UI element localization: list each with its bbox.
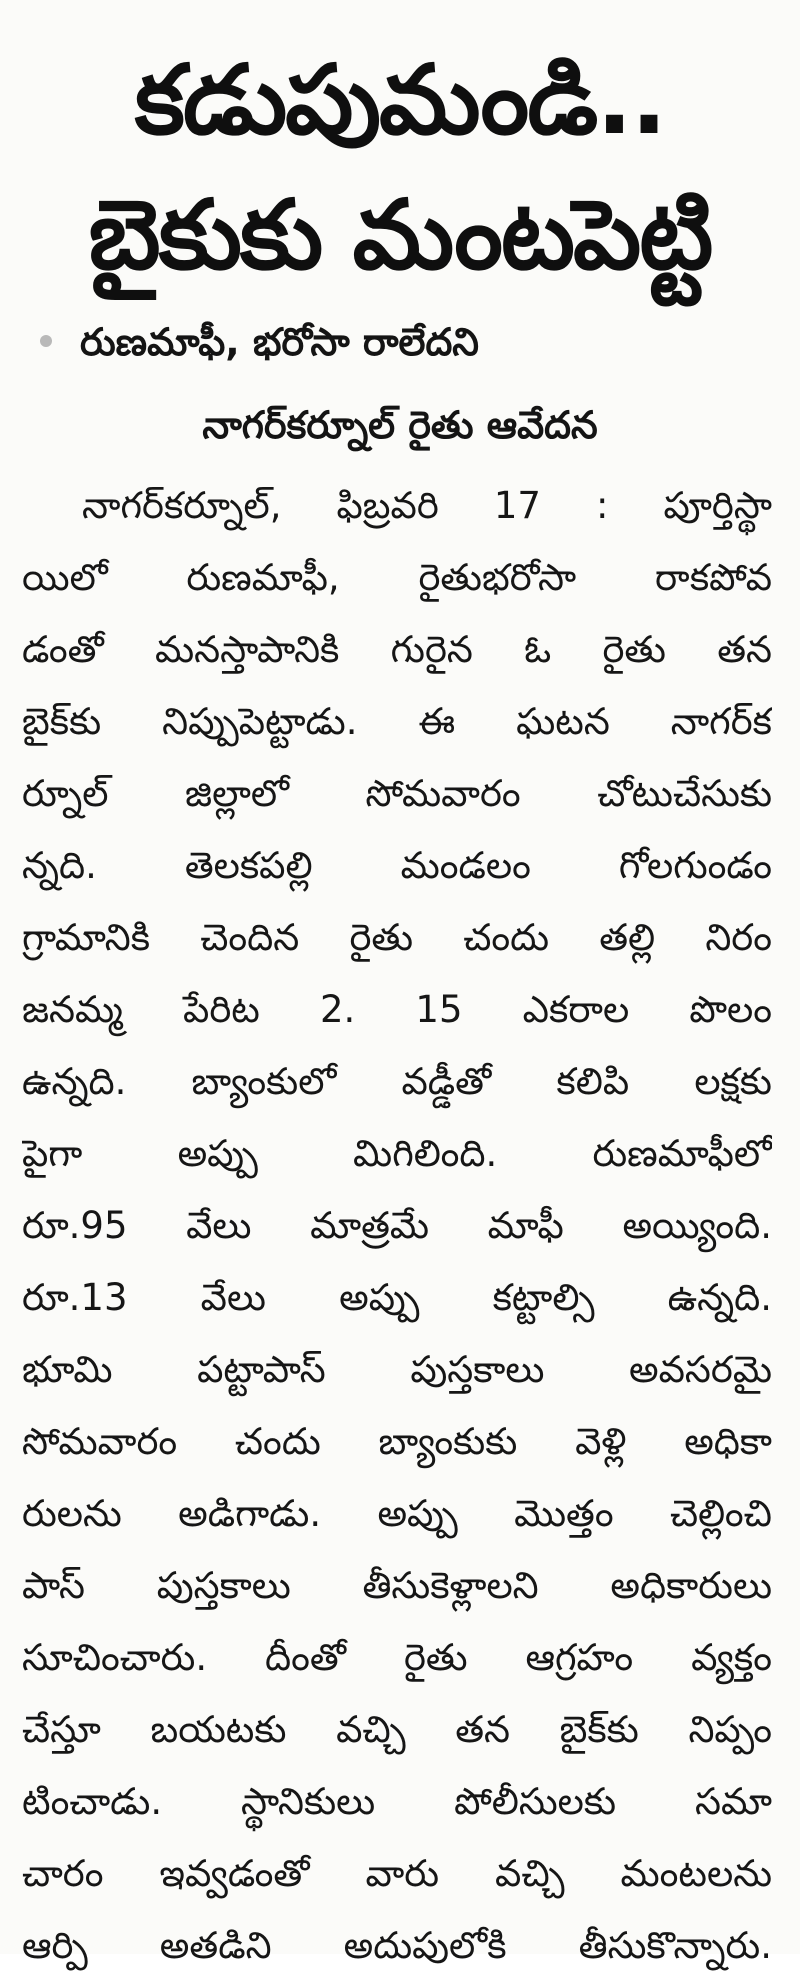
bullet-icon bbox=[40, 335, 52, 347]
body-line: పైగా అప్పు మిగిలింది. రుణమాఫీలో bbox=[22, 1132, 772, 1175]
body-line: రూ.95 వేలు మాత్రమే మాఫీ అయ్యింది. bbox=[22, 1204, 772, 1247]
body-line: చారం ఇవ్వడంతో వారు వచ్చి మంటలను bbox=[22, 1852, 772, 1895]
body-line: ఉన్నది. బ్యాంకులో వడ్డీతో కలిపి లక్షకు bbox=[22, 1060, 772, 1103]
headline-line-1: కడుపుమండి.. bbox=[134, 44, 666, 156]
body-line: టించాడు. స్థానికులు పోలీసులకు సమా bbox=[22, 1780, 772, 1823]
body-line: పాస్ పుస్తకాలు తీసుకెళ్లాలని అధికారులు bbox=[22, 1564, 772, 1607]
body-line: సూచించారు. దీంతో రైతు ఆగ్రహం వ్యక్తం bbox=[22, 1636, 772, 1679]
subhead-line-1 bbox=[0, 312, 800, 372]
article-body bbox=[22, 470, 772, 1982]
body-line: భూమి పట్టాపాస్ పుస్తకాలు అవసరమై bbox=[22, 1348, 772, 1391]
body-line: చేస్తూ బయటకు వచ్చి తన బైక్‌కు నిప్పం bbox=[22, 1708, 772, 1751]
body-line: న్నది. తెలకపల్లి మండలం గోలగుండం bbox=[22, 844, 772, 887]
body-line: బైక్‌కు నిప్పుపెట్టాడు. ఈ ఘటన నాగర్‌క bbox=[22, 700, 772, 743]
body-line: యిలో రుణమాఫీ, రైతుభరోసా రాకపోవ bbox=[22, 556, 772, 599]
subhead-text-1: రుణమాఫీ, భరోసా రాలేదని bbox=[80, 320, 479, 364]
body-line: రులను అడిగాడు. అప్పు మొత్తం చెల్లించి bbox=[22, 1492, 772, 1535]
body-line: గ్రామానికి చెందిన రైతు చందు తల్లి నిరం bbox=[22, 916, 772, 959]
headline-line-2: బైకుకు మంటపెట్టి bbox=[88, 179, 712, 291]
subhead-line-2: నాగర్‌కర్నూల్ రైతు ఆవేదన bbox=[202, 403, 598, 447]
body-line: ర్నూల్ జిల్లాలో సోమవారం చోటుచేసుకు bbox=[22, 772, 772, 815]
body-line: నాగర్‌కర్నూల్, ఫిబ్రవరి 17 : పూర్తిస్థా bbox=[82, 484, 772, 527]
body-line: డంతో మనస్తాపానికి గురైన ఓ రైతు తన bbox=[22, 628, 772, 671]
body-line: సోమవారం చందు బ్యాంకుకు వెళ్లి అధికా bbox=[22, 1420, 772, 1463]
body-line: జనమ్మ పేరిట 2. 15 ఎకరాల పొలం bbox=[22, 988, 772, 1031]
body-line: రూ.13 వేలు అప్పు కట్టాల్సి ఉన్నది. bbox=[22, 1276, 772, 1319]
body-line: ఆర్పి అతడిని అదుపులోకి తీసుకొన్నారు. bbox=[22, 1924, 772, 1967]
